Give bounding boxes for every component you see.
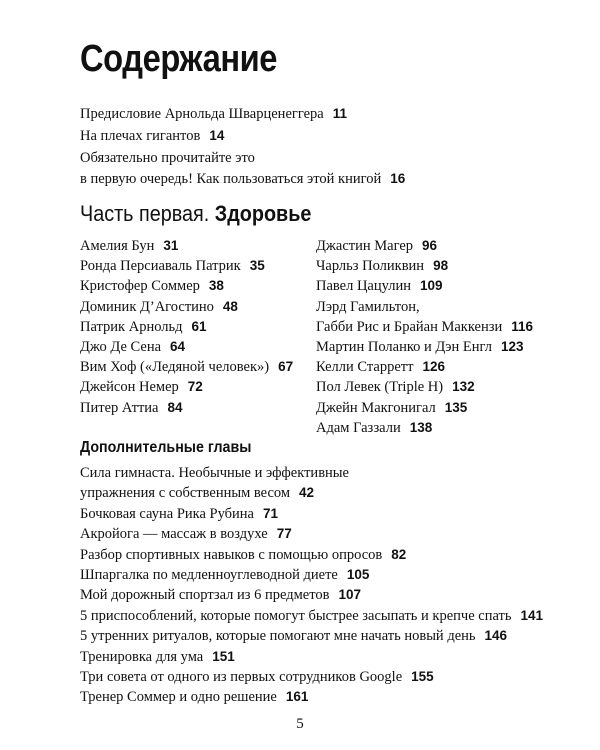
toc-entry xyxy=(316,398,533,418)
toc-entry-text: Павел Цацулин xyxy=(316,278,412,295)
toc-entry-text: Шпаргалка по медленноуглеводной диете xyxy=(80,567,338,584)
toc-entry-text: Питер Аттиа xyxy=(80,399,159,416)
toc-entry xyxy=(80,545,543,565)
toc-entry-text: Патрик Арнольд xyxy=(80,318,183,335)
toc-entry-text: Джо Де Сена xyxy=(80,339,162,356)
toc-entry-text: Обязательно прочитайте это xyxy=(80,150,255,166)
toc-entry xyxy=(316,357,533,377)
toc-entry xyxy=(80,687,543,707)
toc-entry xyxy=(80,337,293,357)
toc-entry-text: Предисловие Арнольда Шварценеггера xyxy=(80,106,324,122)
toc-entry-text: Тренировка для ума xyxy=(80,648,204,665)
toc-entry xyxy=(80,606,543,626)
toc-entry-text: Пол Левек (Triple H) xyxy=(316,379,444,396)
toc-entry-page: 77 xyxy=(276,526,292,542)
extra-chapters-list xyxy=(80,464,543,708)
toc-entry-text: Кристофер Соммер xyxy=(80,278,200,295)
toc-entry-text: Амелия Бун xyxy=(80,238,155,254)
toc-entry-page: 155 xyxy=(411,669,434,685)
toc-entry-page: 109 xyxy=(420,278,443,294)
toc-entry xyxy=(80,626,543,646)
toc-entry xyxy=(80,357,293,377)
toc-entry xyxy=(80,504,543,524)
toc-entry xyxy=(80,565,543,585)
toc-entry-page: 146 xyxy=(484,628,508,644)
toc-entry-page: 84 xyxy=(167,399,183,415)
toc-entry xyxy=(80,317,293,337)
toc-entry-page: 14 xyxy=(209,128,225,143)
toc-entry-text: Джастин Магер xyxy=(316,238,414,254)
toc-entry-page: 72 xyxy=(187,379,203,395)
toc-entry-text: Джейсон Немер xyxy=(80,379,179,396)
toc-entry xyxy=(80,667,543,687)
toc-entry-text: Доминик Д’Агостино xyxy=(80,298,214,315)
toc-entry xyxy=(316,236,533,256)
toc-entry-page: 151 xyxy=(212,648,235,664)
toc-entry-page: 161 xyxy=(285,689,309,705)
toc-entry-page: 61 xyxy=(191,318,207,334)
toc-entry-text: Бочковая сауна Рика Рубина xyxy=(80,505,254,522)
toc-entry-text: 5 приспособлений, которые помогут быстрее засыпать и крепче спать xyxy=(80,607,512,624)
toc-entry xyxy=(80,377,293,397)
toc-entry xyxy=(80,256,293,276)
toc-entry-page: 96 xyxy=(422,238,438,253)
toc-entry xyxy=(80,398,293,418)
toc-entry xyxy=(80,125,405,147)
part-one-heading xyxy=(80,201,311,227)
toc-entry xyxy=(80,236,293,256)
toc-entry-page: 141 xyxy=(520,607,544,623)
toc-entry-page: 16 xyxy=(390,171,406,186)
toc-entry xyxy=(80,647,543,667)
page-number: 5 xyxy=(296,716,304,732)
toc-entry-text: Тренер Соммер и одно решение xyxy=(80,689,277,706)
toc-entry xyxy=(80,276,293,296)
toc-entry-text: Габби Рис и Брайан Маккензи xyxy=(316,318,503,335)
toc-entry-text: Адам Газзали xyxy=(316,419,401,436)
toc-entry-page: 35 xyxy=(249,258,265,274)
toc-entry-text: Мартин Поланко и Дэн Енгл xyxy=(316,339,492,356)
toc-entry-text: Акройога — массаж в воздухе xyxy=(80,526,268,543)
toc-entry-page: 98 xyxy=(433,258,449,274)
page-title: Содержание xyxy=(80,38,278,80)
toc-entry-text: упражнения с собственным весом xyxy=(80,485,291,502)
toc-entry-text: Лэрд Гамильтон, xyxy=(316,298,420,315)
toc-entry-page: 132 xyxy=(452,379,475,395)
toc-entry-text: Джейн Макгонигал xyxy=(316,399,436,416)
toc-entry-page: 123 xyxy=(500,339,524,355)
toc-entry-text: Келли Старретт xyxy=(316,359,414,376)
toc-entry-text: Ронда Персиаваль Патрик xyxy=(80,258,241,275)
toc-entry xyxy=(316,317,533,337)
toc-entry-page: 82 xyxy=(391,546,407,562)
toc-entry xyxy=(316,418,533,438)
toc-entry xyxy=(316,297,533,317)
intro-list xyxy=(80,103,405,189)
toc-entry-text: Разбор спортивных навыков с помощью опросов xyxy=(80,546,383,563)
toc-entry-page: 71 xyxy=(263,505,279,521)
toc-entry-text: в первую очередь! Как пользоваться этой книгой xyxy=(80,171,382,187)
toc-entry-text: Вим Хоф («Ледяной человек») xyxy=(80,359,270,376)
toc-entry xyxy=(80,524,543,544)
toc-entry-page: 48 xyxy=(222,298,238,314)
toc-entry-page: 107 xyxy=(338,587,362,603)
toc-entry-text: Три совета от одного из первых сотрудников Google xyxy=(80,669,403,686)
toc-entry xyxy=(80,483,543,503)
toc-entry-page: 64 xyxy=(170,339,186,355)
toc-entry xyxy=(80,585,543,605)
toc-entry xyxy=(80,148,405,169)
toc-entry xyxy=(316,377,533,397)
toc-entry xyxy=(80,297,293,317)
toc-entry-page: 42 xyxy=(299,485,315,501)
toc-entry-text: Мой дорожный спортзал из 6 предметов xyxy=(80,587,330,604)
toc-entry xyxy=(316,256,533,276)
part-name: Здоровье xyxy=(214,201,312,226)
toc-entry-page: 105 xyxy=(346,567,370,583)
toc-entry-page: 67 xyxy=(278,359,294,375)
toc-entry-text: Чарльз Поликвин xyxy=(316,258,425,275)
toc-entry xyxy=(80,464,543,483)
toc-entry xyxy=(80,169,405,189)
part-one-left-column xyxy=(80,236,293,418)
toc-entry xyxy=(316,276,533,296)
toc-entry-text: На плечах гигантов xyxy=(80,128,201,144)
extra-chapters-heading: Дополнительные главы xyxy=(80,439,252,456)
toc-entry-page: 116 xyxy=(511,318,533,334)
toc-entry-page: 138 xyxy=(409,419,433,435)
toc-entry xyxy=(316,337,533,357)
toc-entry-page: 135 xyxy=(444,399,468,415)
toc-entry-text: 5 утренних ритуалов, которые помогают мне начать новый день xyxy=(80,628,476,645)
part-label: Часть первая. xyxy=(80,201,210,226)
toc-entry-page: 38 xyxy=(208,278,224,294)
toc-entry xyxy=(80,103,405,125)
toc-entry-page: 31 xyxy=(163,238,179,253)
part-one-right-column xyxy=(316,236,533,438)
toc-entry-page: 126 xyxy=(422,359,445,375)
toc-entry-text: Сила гимнаста. Необычные и эффективные xyxy=(80,465,349,481)
toc-entry-page: 11 xyxy=(332,106,347,121)
